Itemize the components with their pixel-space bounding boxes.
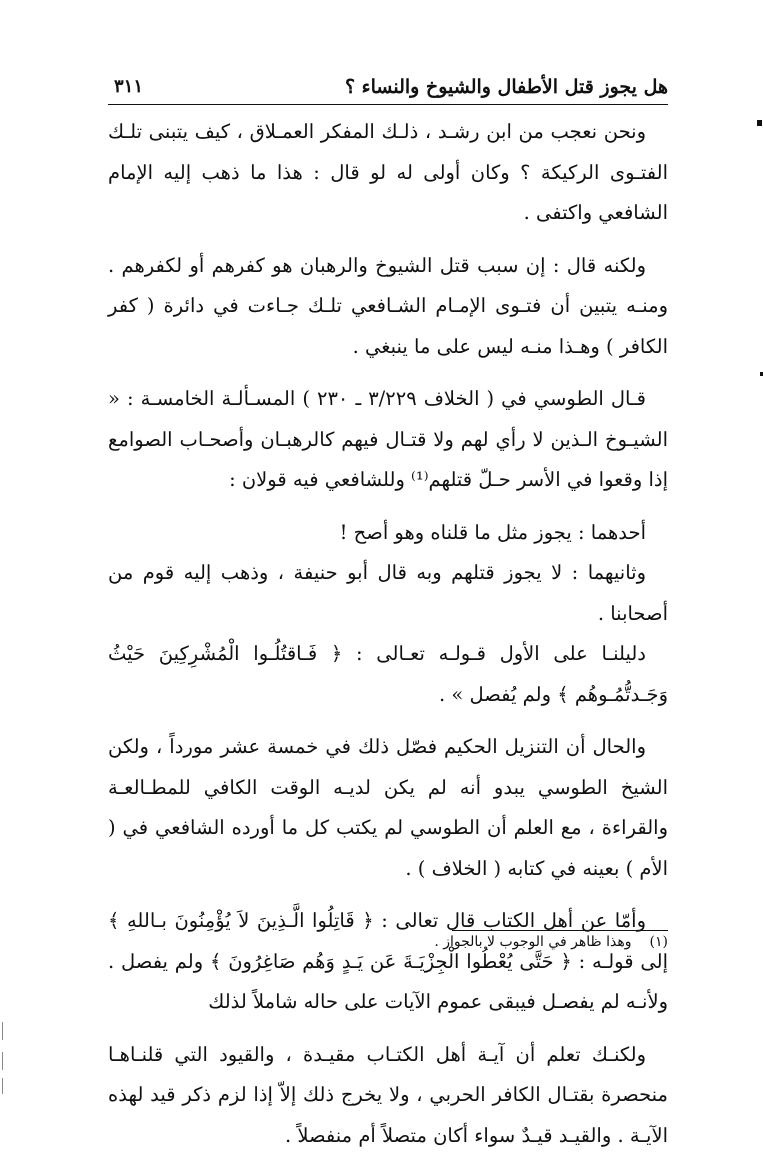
paragraph-6: دليلنـا على الأول قـولـه تعـالى : ﴿ فَـاقتُلُـوا الْمُشْرِكِينَ حَيْثُ وَجَـدتُّمُـوهُم ﴾ ولم يُفصل » . [108,634,668,715]
paragraph-1: ونحن نعجب من ابن رشـد ، ذلـك المفكر العمـلاق ، كيف يتبنى تلـك الفتـوى الركيكة ؟ وكان أولى له لو قال : هذا ما ذهب إليه الإمام الشافعي واكتفى . [108,112,668,234]
paragraph-4: أحدهما : يجوز مثل ما قلناه وهو أصح ! [108,513,668,554]
paragraph-9: ولكنـك تعلم أن آيـة أهل الكتـاب مقيـدة ، والقيود التي قلنـاهـا منحصرة بقتـال الكافر الحربي ، ولا يخرج ذلك إلاّ إذا لزم ذكر قيد لهذه الآيـة . والقيـد قيـدٌ سواء أكان متصلاً أم منفصلاً . [108,1035,668,1156]
scan-edge-mark-top [757,120,762,126]
scan-edge-line-3 [2,1078,3,1094]
scan-edge-line-2 [2,1052,3,1070]
paragraph-2: ولكنه قال : إن سبب قتل الشيوخ والرهبان هو كفرهم أو لكفرهم . ومنـه يتبين أن فتـوى الإمـام الشـافعي تلـك جـاءت في دائرة ( كفر الكافر ) وهـذا منـه ليس على ما ينبغي . [108,246,668,368]
header-title: هل يجوز قتل الأطفال والشيوخ والنساء ؟ [345,76,668,98]
scan-edge-line-1 [2,1022,3,1040]
running-header [108,74,668,105]
page-number: ٣١١ [114,76,143,97]
paragraph-7: والحال أن التنزيل الحكيم فصّل ذلك في خمسة عشر مورداً ، ولكن الشيخ الطوسي يبدو أنه لم يكن لديـه الوقت الكافي للمطـالعـة والقراءة ، مع العلم أن الطوسي لم يكتب كل ما أورده الشافعي في ( الأم ) بعينه في كتابه ( الخلاف ) . [108,727,668,889]
footnote-marker: (١) [650,934,668,950]
paragraph-3: قـال الطوسي في ( الخلاف ٣/٢٢٩ ـ ٢٣٠ ) المسـألـة الخامسـة : « الشيـوخ الـذين لا رأي لهم ولا قتـال فيهم كالرهبـان وأصحـاب الصوامع إذا وقعوا في الأسر حـلّ قتلهم⁽¹⁾ وللشافعي فيه قولان : [108,379,668,501]
body-text [108,112,668,1156]
footnote-text: وهذا ظاهر في الوجوب لا بالجواز . [434,934,631,950]
footnote [300,931,668,953]
paragraph-8: وأمّا عن أهل الكتاب قال تعالى : ﴿ قَاتِلُوا الَّـذِينَ لاَ يُؤْمِنُونَ بـاللهِ ﴾ إلى قولـه : ﴿ حَتَّى يُعْطُوا الْجِزْيَـةَ عَن يَـدٍ وَهُم صَاغِرُونَ ﴾ ولم يفصل . ولأنـه لم يفصـل فيبقى عموم الآيات على حاله شاملاً لذلك [108,901,668,1023]
paragraph-5: وثانيهما : لا يجوز قتلهم وبه قال أبو حنيفة ، وذهب إليه قوم من أصحابنا . [108,553,668,634]
